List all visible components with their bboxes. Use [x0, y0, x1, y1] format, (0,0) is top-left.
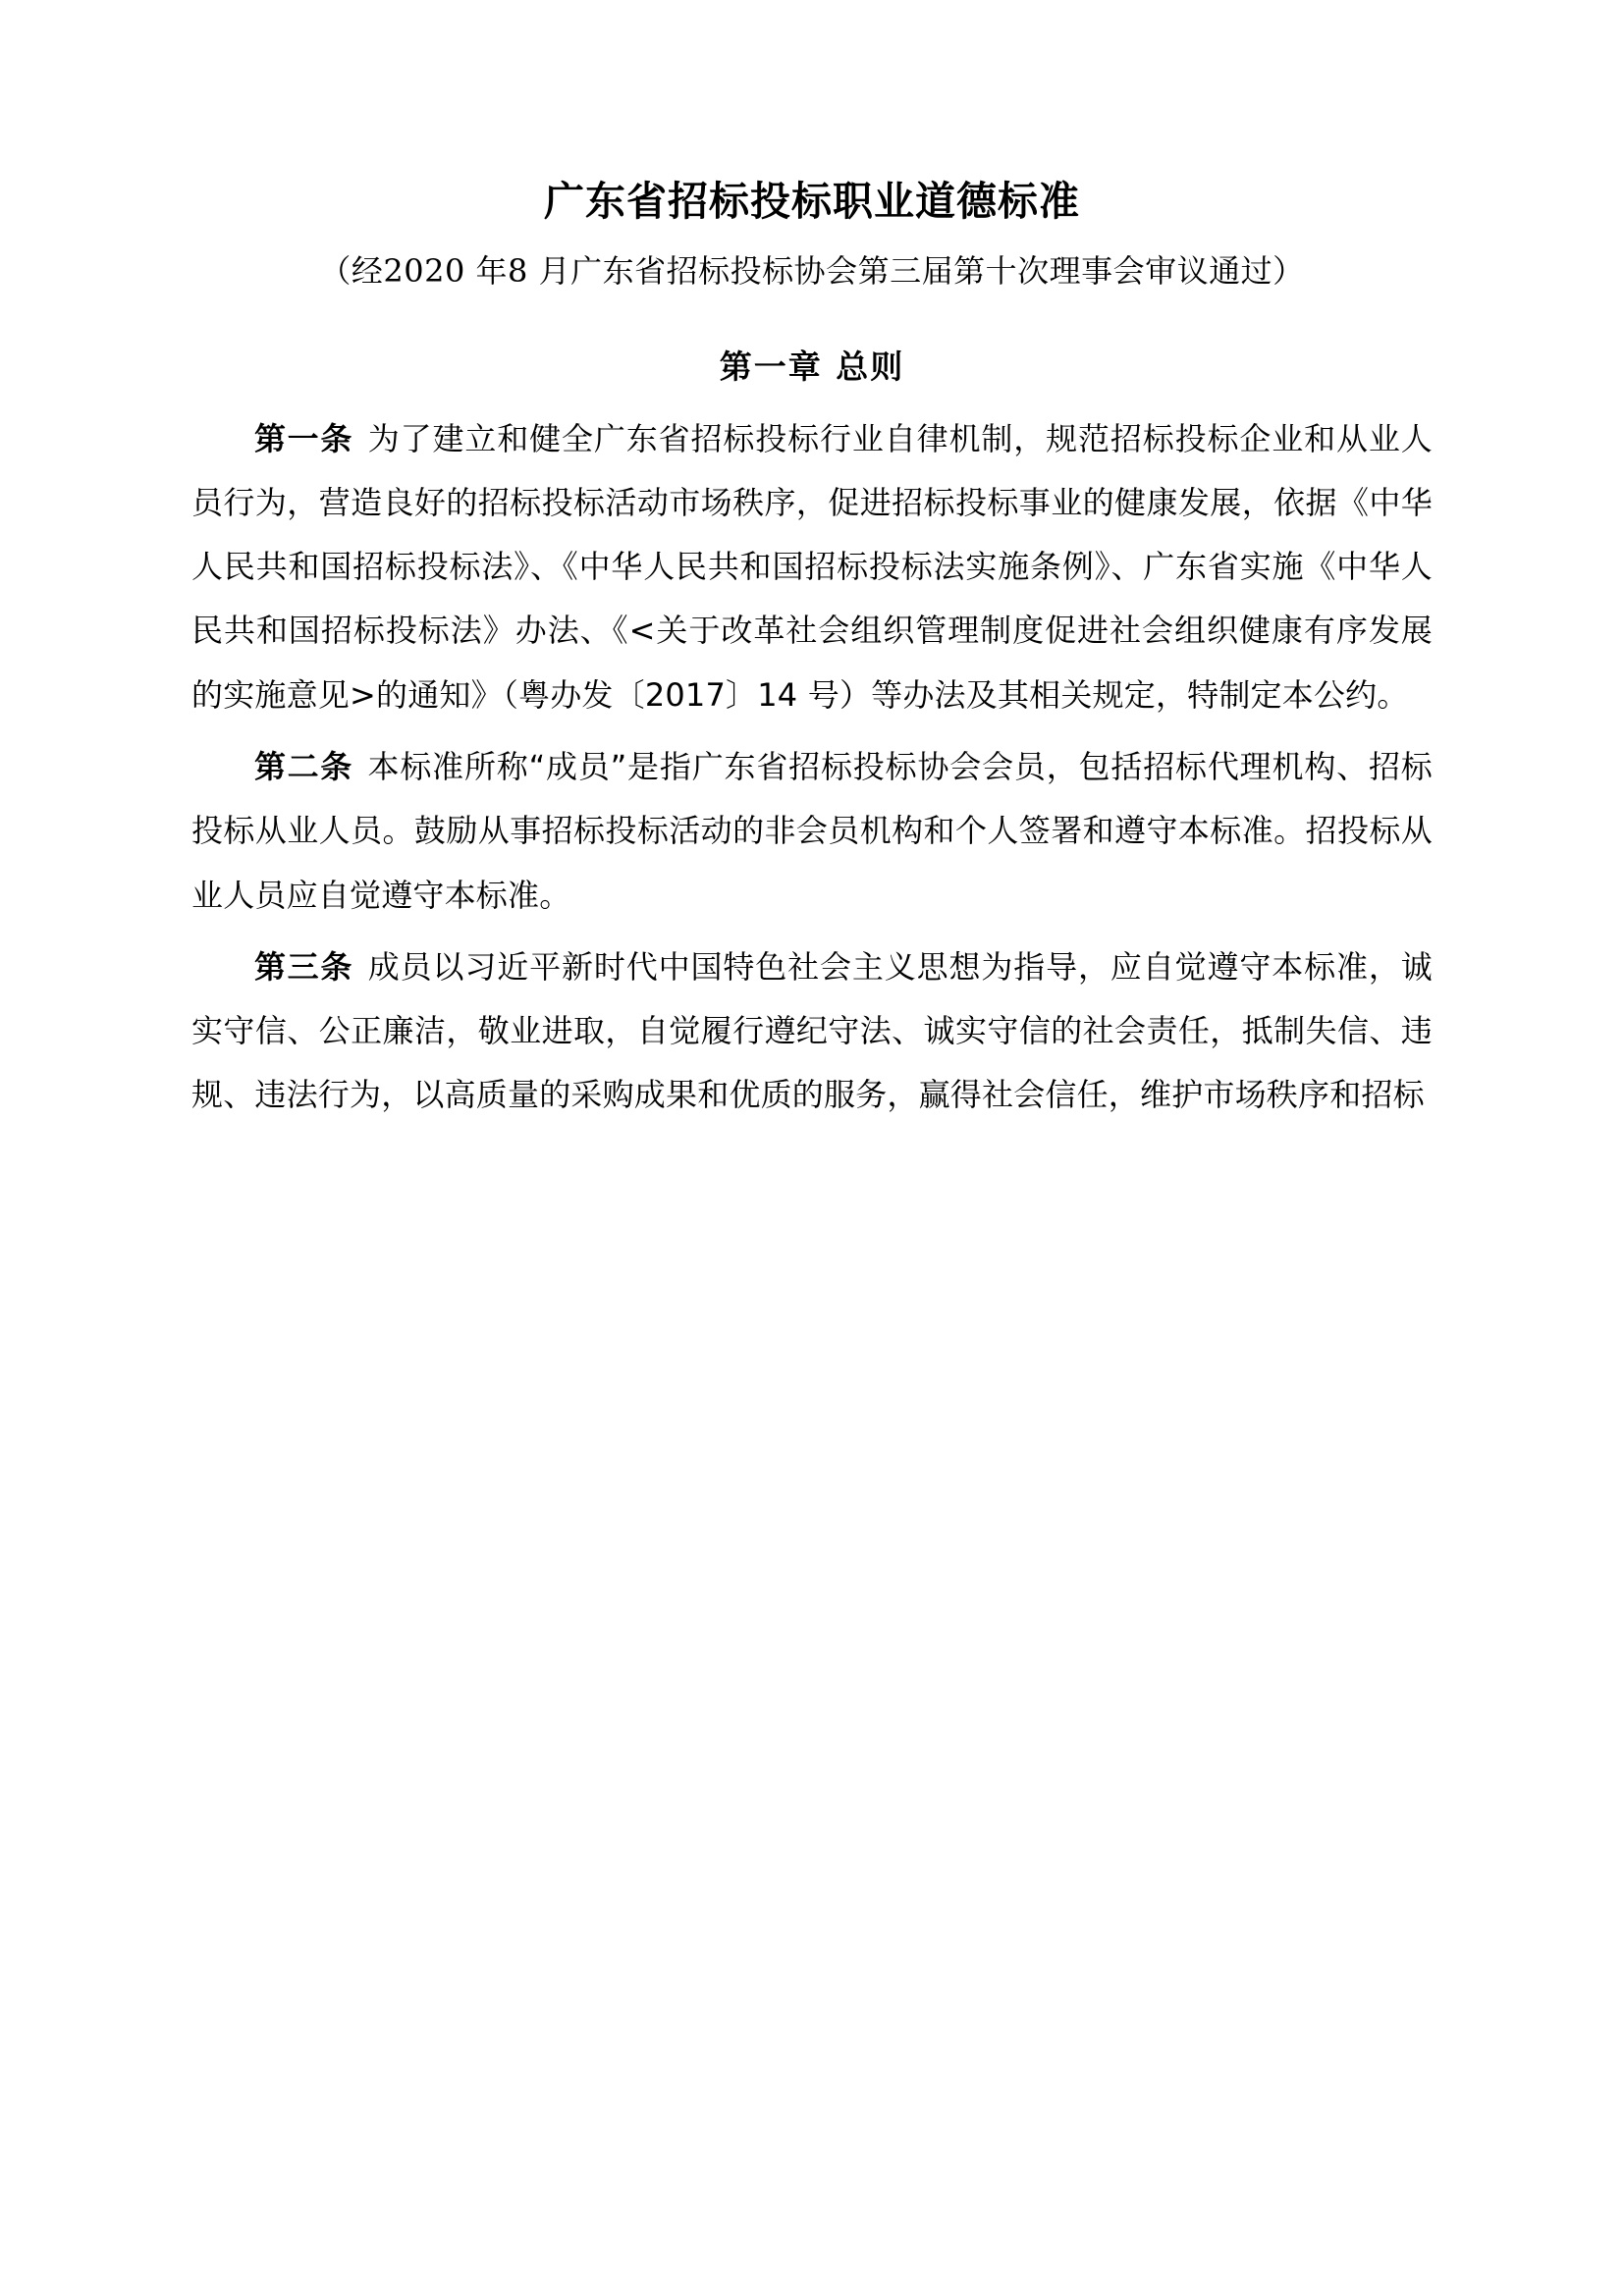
page-title: 广东省招标投标职业道德标准 [544, 178, 1080, 225]
article-label: 第二条 [254, 748, 353, 786]
article-text: 本标准所称“成员”是指广东省招标投标协会会员，包括招标代理机构、招标投标从业人员。鼓励从事招标投标活动的非会员机构和个人签署和遵守本标准。招投标从业人员应自觉遵守本标准。 [191, 748, 1433, 914]
article-label: 第一条 [254, 419, 354, 457]
article-text: 成员以习近平新时代中国特色社会主义思想为指导，应自觉遵守本标准，诚实守信、公正廉洁，敬业进取，自觉履行遵纪守法、诚实守信的社会责任，抵制失信、违规、违法行为，以高质量的采购成果和优质的服务，赢得社会信任，维护市场秩序和招标 [191, 947, 1433, 1114]
article-text: 为了建立和健全广东省招标投标行业自律机制，规范招标投标企业和从业人员行为，营造良好的招标投标活动市场秩序，促进招标投标事业的健康发展，依据《中华人民共和国招标投标法》、《中华人民共和国招标投标法实施条例》、广东省实施《中华人民共和国招标投标法》办法、《<关于改革社会组织管理制度促进社会组织健康有序发展的实施意见>的通知》（粤办发〔2017〕14 号）等办法及其相关规定，特制定本公约。 [191, 419, 1433, 714]
chapter-heading: 第一章 总则 [719, 347, 905, 386]
document-subtitle: （经2020 年8 月广东省招标投标协会第三届第十次理事会审议通过） [319, 251, 1305, 290]
article-label: 第三条 [254, 947, 354, 986]
article-paragraph [191, 735, 1433, 928]
article-paragraph [191, 935, 1433, 1128]
article-paragraph [191, 407, 1433, 727]
